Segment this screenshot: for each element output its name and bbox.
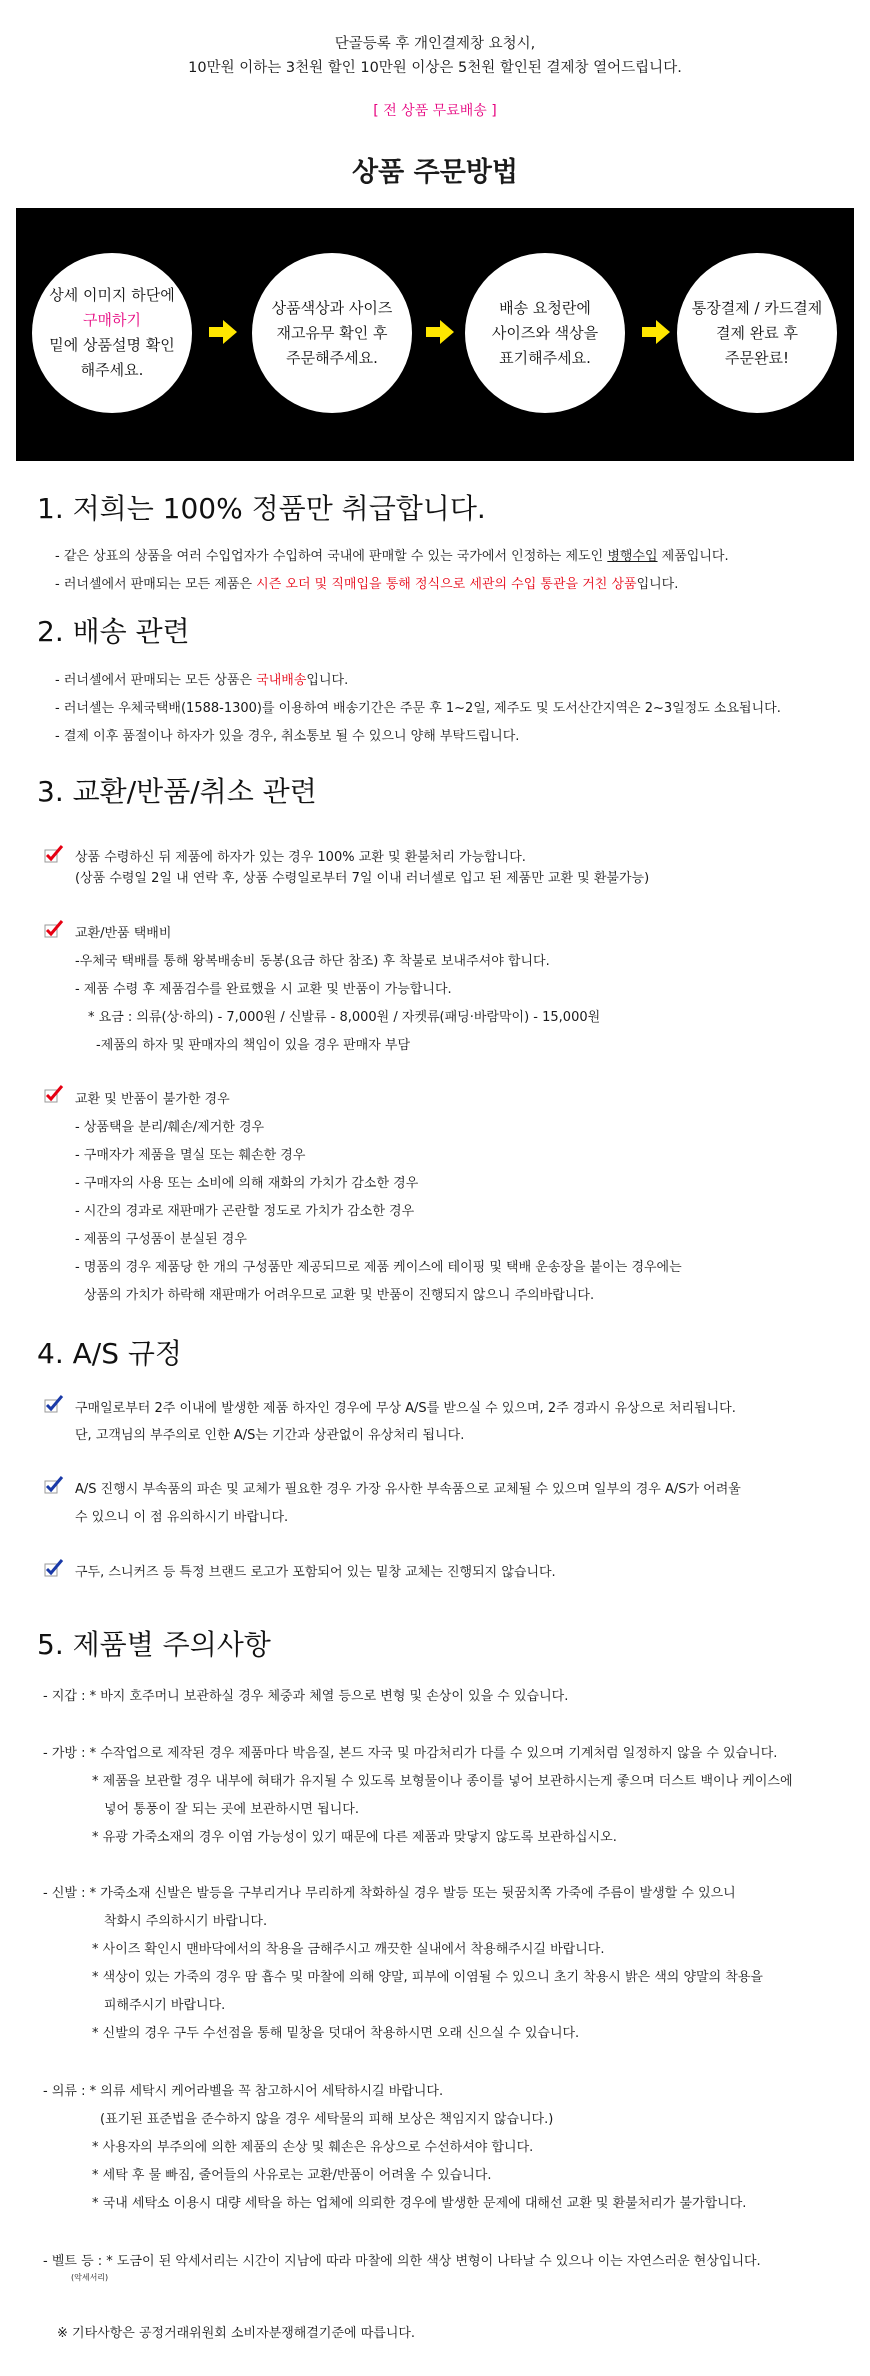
step-1-line-4: 해주세요. <box>80 361 144 379</box>
step-1-line-2: 구매하기 <box>83 311 141 329</box>
s5-cloth-line-2: (표기된 표준법을 준수하지 않을 경우 세탁물의 피해 보상은 책임지지 않습니다.) <box>100 2112 554 2127</box>
section-2-title: 2. 배송 관련 <box>37 615 190 648</box>
s3-c-line-1: 교환 및 반품이 불가한 경우 <box>75 1092 230 1107</box>
section-2-line-2: - 러너셀는 우체국택배(1588-1300)를 이용하여 배송기간은 주문 후 1~2일, 제주도 및 도서산간지역은 2~3일정도 소요됩니다. <box>55 701 781 716</box>
s5-cloth-line-4: * 세탁 후 물 빠짐, 줄어들의 사유로는 교환/반품이 어려울 수 있습니다. <box>92 2168 492 2183</box>
footnote: ※ 기타사항은 공정거래위원회 소비자분쟁해결기준에 따릅니다. <box>57 2326 416 2341</box>
s4-c-line-1: 구두, 스니커즈 등 특정 브랜드 로고가 포함되어 있는 밑창 교체는 진행되지 않습니다. <box>75 1565 556 1580</box>
step-3-line-3: 표기해주세요. <box>499 348 591 367</box>
section-2-line-1 <box>55 669 348 688</box>
order-step-1 <box>32 253 192 413</box>
step-4-line-2: 결제 완료 후 <box>716 323 798 342</box>
s4-a-line-2: 단, 고객님의 부주의로 인한 A/S는 기간과 상관없이 유상처리 됩니다. <box>75 1428 465 1443</box>
s5-shoe-line-2: 착화시 주의하시기 바랍니다. <box>104 1914 268 1929</box>
step-4-line-3: 주문완료! <box>725 348 789 367</box>
s5-bag-line-3: 넣어 통풍이 잘 되는 곳에 보관하시면 됩니다. <box>104 1802 359 1817</box>
order-step-2 <box>252 253 412 413</box>
s2-l1-highlight: 국내배송 <box>256 673 307 688</box>
step-2-line-1: 상품색상과 사이즈 <box>271 298 393 317</box>
section-3-title: 3. 교환/반품/취소 관련 <box>37 775 317 808</box>
order-method-title: 상품 주문방법 <box>352 157 518 188</box>
s3-b-line-4: * 요금 : 의류(상·하의) - 7,000원 / 신발류 - 8,000원 / 자켓류(패딩·바람막이) - 15,000원 <box>88 1010 601 1025</box>
s5-cloth-line-1: - 의류 : * 의류 세탁시 케어라벨을 꼭 참고하시어 세탁하시길 바랍니다. <box>43 2084 444 2099</box>
section-1-line-1 <box>55 545 729 564</box>
s5-wallet: - 지갑 : * 바지 호주머니 보관하실 경우 체중과 체열 등으로 변형 및 손상이 있을 수 있습니다. <box>43 1689 569 1704</box>
s5-bag-line-4: * 유광 가죽소재의 경우 이염 가능성이 있기 때문에 다른 제품과 맞닿지 않도록 보관하십시오. <box>92 1830 617 1845</box>
blue-check-icon <box>44 1395 64 1413</box>
order-steps-panel <box>16 208 854 461</box>
step-1-line-1: 상세 이미지 하단에 <box>49 286 175 304</box>
step-2-line-2: 재고유무 확인 후 <box>276 323 388 342</box>
s3-c-line-3: - 구매자가 제품을 멸실 또는 훼손한 경우 <box>75 1148 306 1163</box>
s3-b-line-1: 교환/반품 택배비 <box>75 926 172 941</box>
s1-l1-end: 제품입니다. <box>657 549 729 564</box>
s5-cloth-line-5: * 국내 세탁소 이용시 대량 세탁을 하는 업체에 의뢰한 경우에 발생한 문제에 대해선 교환 및 환불처리가 불가합니다. <box>92 2196 747 2211</box>
step-4-line-1: 통장결제 / 카드결제 <box>691 298 823 317</box>
blue-check-icon <box>44 1476 64 1494</box>
s3-a-line-2: (상품 수령일 2일 내 연락 후, 상품 수령일로부터 7일 이내 러너셀로 입고 된 제품만 교환 및 환불가능) <box>75 871 650 886</box>
section-1-line-2 <box>55 573 678 592</box>
s3-c-line-4: - 구매자의 사용 또는 소비에 의해 재화의 가치가 감소한 경우 <box>75 1176 419 1191</box>
s5-shoe-line-4: * 색상이 있는 가죽의 경우 땀 흡수 및 마찰에 의해 양말, 피부에 이염될 수 있으니 초기 착용시 밝은 색의 양말의 착용을 <box>92 1970 763 1985</box>
s5-shoe-line-6: * 신발의 경우 구두 수선점을 통해 밑창을 덧대어 착용하시면 오래 신으실 수 있습니다. <box>92 2026 580 2041</box>
intro-line-1: 단골등록 후 개인결제창 요청시, <box>334 36 536 52</box>
intro-line-2: 10만원 이하는 3천원 할인 10만원 이상은 5천원 할인된 결제창 열어드립니다. <box>188 60 682 76</box>
s3-c-line-5: - 시간의 경과로 재판매가 곤란할 정도로 가치가 감소한 경우 <box>75 1204 415 1219</box>
s5-bag-line-2: * 제품을 보관할 경우 내부에 혀태가 유지될 수 있도록 보형물이나 종이를 넣어 보관하시는게 좋으며 더스트 백이나 케이스에 <box>92 1774 793 1789</box>
right-arrow-icon <box>642 320 670 344</box>
step-3-line-2: 사이즈와 색상을 <box>491 323 599 342</box>
section-4-title: 4. A/S 규정 <box>37 1337 182 1370</box>
step-3-line-1: 배송 요청란에 <box>499 298 591 317</box>
red-check-icon <box>44 1085 64 1103</box>
section-1-title: 1. 저희는 100% 정품만 취급합니다. <box>37 492 486 525</box>
s3-c-line-2: - 상품택을 분리/훼손/제거한 경우 <box>75 1120 265 1135</box>
s3-c-line-7: - 명품의 경우 제품당 한 개의 구성품만 제공되므로 제품 케이스에 테이핑 및 택배 운송장을 붙이는 경우에는 <box>75 1260 682 1275</box>
s5-bag-line-1: - 가방 : * 수작업으로 제작된 경우 제품마다 박음질, 본드 자국 및 마감처리가 다를 수 있으며 기계처럼 일정하지 않을 수 있습니다. <box>43 1746 778 1761</box>
order-step-4 <box>677 253 837 413</box>
s4-b-line-1: A/S 진행시 부속품의 파손 및 교체가 필요한 경우 가장 유사한 부속품으로 교체될 수 있으며 일부의 경우 A/S가 어려울 <box>75 1482 741 1497</box>
right-arrow-icon <box>209 320 237 344</box>
s1-l1-text: - 같은 상표의 상품을 여러 수입업자가 수입하여 국내에 판매할 수 있는 국가에서 인정하는 제도인 <box>55 549 608 564</box>
s5-belt-subtitle: (악세서리) <box>71 2273 109 2282</box>
red-check-icon <box>44 845 64 863</box>
s1-l1-underline: 병행수입 <box>607 549 658 564</box>
s5-shoe-line-5: 피해주시기 바랍니다. <box>104 1998 226 2013</box>
section-2-line-3: - 결제 이후 품절이나 하자가 있을 경우, 취소통보 될 수 있으니 양해 부탁드립니다. <box>55 729 520 744</box>
order-step-3 <box>465 253 625 413</box>
s3-b-line-3: - 제품 수령 후 제품검수를 완료했을 시 교환 및 반품이 가능합니다. <box>75 982 452 997</box>
s2-l1-end: 입니다. <box>306 673 349 688</box>
s3-c-line-8: 상품의 가치가 하락해 재판매가 어려우므로 교환 및 반품이 진행되지 않으니 주의바랍니다. <box>84 1288 595 1303</box>
step-1-line-3: 밑에 상품설명 확인 <box>49 336 175 354</box>
s5-belt-line-1: - 벨트 등 : * 도금이 된 악세서리는 시간이 지남에 따라 마찰에 의한 색상 변형이 나타날 수 있으나 이는 자연스러운 현상입니다. <box>43 2254 761 2269</box>
s3-b-line-5: -제품의 하자 및 판매자의 책임이 있을 경우 판매자 부담 <box>96 1038 411 1053</box>
s3-b-line-2: -우체국 택배를 통해 왕복배송비 동봉(요금 하단 참조) 후 착불로 보내주셔야 합니다. <box>75 954 550 969</box>
s4-a-line-1: 구매일로부터 2주 이내에 발생한 제품 하자인 경우에 무상 A/S를 받으실 수 있으며, 2주 경과시 유상으로 처리됩니다. <box>75 1401 736 1416</box>
s1-l2-highlight: 시즌 오더 및 직매입을 통해 정식으로 세관의 수입 통관을 거친 상품 <box>256 577 637 592</box>
intro-notice <box>0 32 870 80</box>
s5-shoe-line-1: - 신발 : * 가죽소재 신발은 발등을 구부리거나 무리하게 착화하실 경우 발등 또는 뒷꿈치쪽 가죽에 주름이 발생할 수 있으니 <box>43 1886 736 1901</box>
s5-cloth-line-3: * 사용자의 부주의에 의한 제품의 손상 및 훼손은 유상으로 수선하셔야 합니다. <box>92 2140 534 2155</box>
right-arrow-icon <box>426 320 454 344</box>
blue-check-icon <box>44 1559 64 1577</box>
step-2-line-3: 주문해주세요. <box>286 348 378 367</box>
s4-b-line-2: 수 있으니 이 점 유의하시기 바랍니다. <box>75 1510 289 1525</box>
s3-c-line-6: - 제품의 구성품이 분실된 경우 <box>75 1232 247 1247</box>
s1-l2-text: - 러너셀에서 판매되는 모든 제품은 <box>55 577 257 592</box>
s5-shoe-line-3: * 사이즈 확인시 맨바닥에서의 착용을 금해주시고 깨끗한 실내에서 착용해주시길 바랍니다. <box>92 1942 605 1957</box>
s2-l1-text: - 러너셀에서 판매되는 모든 상품은 <box>55 673 257 688</box>
free-shipping-notice: [ 전 상품 무료배송 ] <box>373 103 497 119</box>
red-check-icon <box>44 920 64 938</box>
s3-a-line-1: 상품 수령하신 뒤 제품에 하자가 있는 경우 100% 교환 및 환불처리 가능합니다. <box>75 850 526 865</box>
s1-l2-end: 입니다. <box>636 577 679 592</box>
section-5-title: 5. 제품별 주의사항 <box>37 1628 271 1661</box>
